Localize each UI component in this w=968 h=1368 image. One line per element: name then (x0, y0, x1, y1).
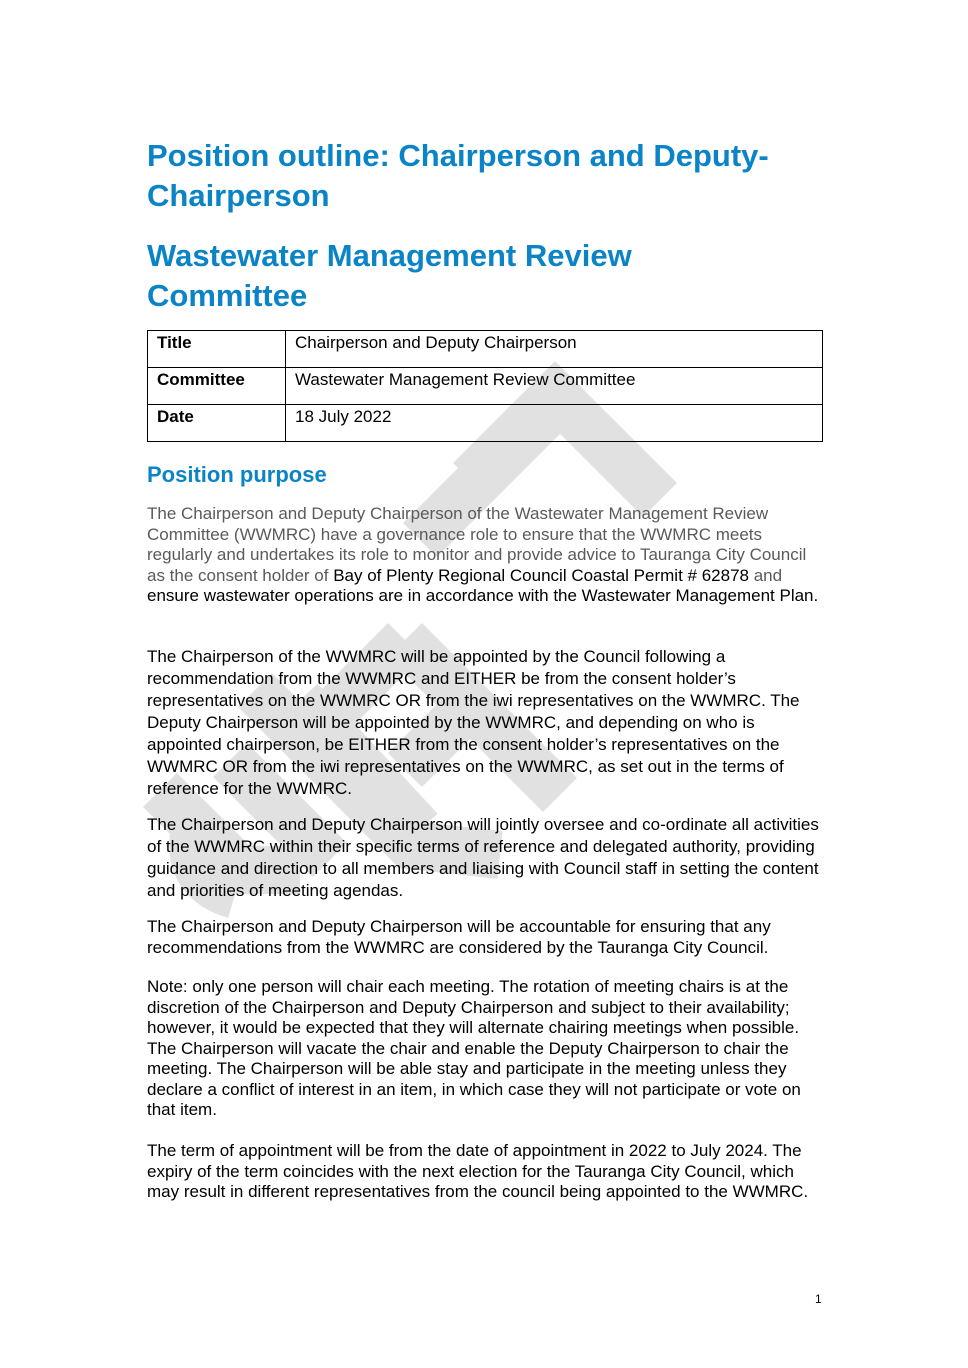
document-title: Position outline: Chairperson and Deputy- Chairperson (147, 138, 769, 213)
position-info-table (147, 330, 823, 442)
paragraph: The term of appointment will be from the date of appointment in 2022 to July 2024. The expiry of the term coincides with the next election for the Tauranga City Council, which may result in different representatives from the council being appointed to the WWMRC. (147, 1141, 809, 1201)
table-row (148, 405, 823, 442)
table-value: 18 July 2022 (286, 405, 823, 442)
table-label: Date (148, 405, 286, 442)
paragraph: The Chairperson of the WWMRC will be appointed by the Council following a recommendation from the WWMRC and EITHER be from the consent holder’s representatives on the WWMRC OR from the iwi representatives on the WWMRC. The Deputy Chairperson will be appointed by the WWMRC, and depending on who is appointed chairperson, be EITHER from the consent holder’s representatives on the WWMRC OR from the iwi representatives on the WWMRC, as set out in the terms of reference for the WWMRC. (147, 647, 800, 798)
table-value: Wastewater Management Review Committee (286, 368, 823, 405)
table-value: Chairperson and Deputy Chairperson (286, 331, 823, 368)
paragraph: Note: only one person will chair each meeting. The rotation of meeting chairs is at the discretion of the Chairperson and Deputy Chairperson and subject to their availability; however, it would be expected that they will alternate chairing meetings when possible. The Chairperson will vacate the chair and enable the Deputy Chairperson to chair the meeting. The Chairperson will be able stay and participate in the meeting unless they declare a conflict of interest in an item, in which case they will not participate or vote on that item. (147, 977, 801, 1119)
committee-title: Wastewater Management Review Committee (147, 238, 632, 313)
section-heading: Position purpose (147, 462, 327, 487)
page-number: 1 (815, 1292, 822, 1306)
paragraph: The Chairperson and Deputy Chairperson of the Wastewater Management Review Committee (WWMRC) have a governance role to ensure that the WWMRC meets regularly and undertakes its role to monitor and provide advice to Tauranga City Council as the consent holder of Bay of Plenty Regional Council Coastal Permit # 62878 and ensure wastewater operations are in accordance with the Wastewater Management Plan. (147, 504, 819, 605)
paragraph: The Chairperson and Deputy Chairperson will be accountable for ensuring that any recommendations from the WWMRC are considered by the Tauranga City Council. (147, 917, 771, 957)
table-row (148, 368, 823, 405)
table-row (148, 331, 823, 368)
table-label: Title (148, 331, 286, 368)
table-label: Committee (148, 368, 286, 405)
paragraph: The Chairperson and Deputy Chairperson will jointly oversee and co-ordinate all activities of the WWMRC within their specific terms of reference and delegated authority, providing guidance and direction to all members and liaising with Council staff in setting the content and priorities of meeting agendas. (147, 815, 819, 900)
